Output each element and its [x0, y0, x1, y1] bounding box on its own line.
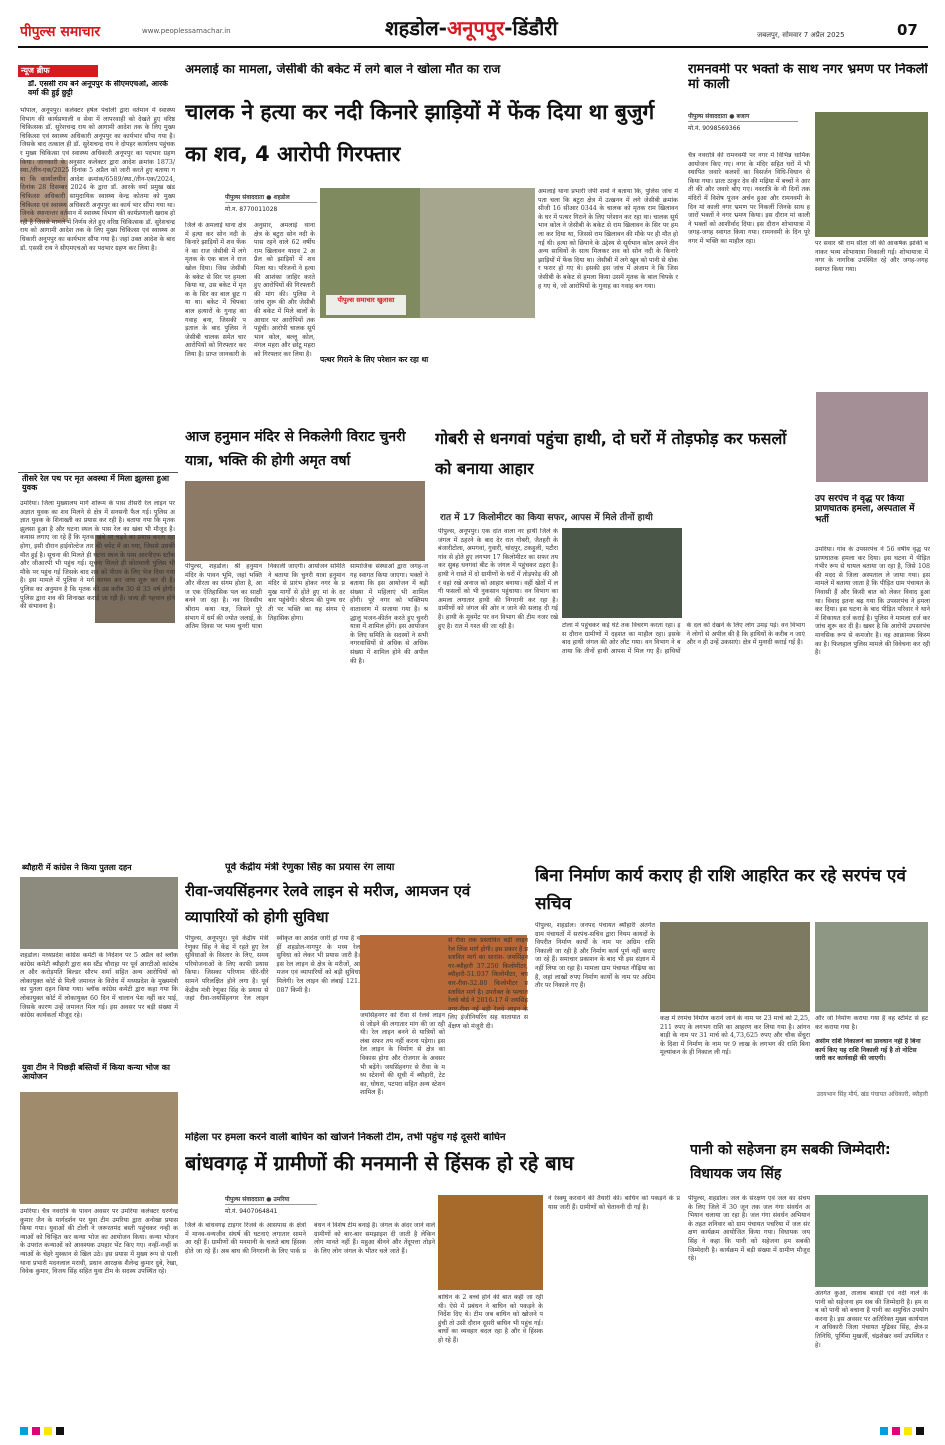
masthead-rule [18, 46, 928, 48]
sarpanch-attack-body: उमरिया। गांव के उपसरपंच ने 56 वर्षीय वृद्ध पर प्राणघातक हमला कर दिया। इस घटना में पीड़ित गंभीर रूप से घायल बताया जा रहा है, जिसे 108 की मदद से जिला अस्पताल ले जाया गया। इस मामले में बताया जाता है कि पीड़ित ग्राम पंचायत के निवासी हैं और किसी बात को लेकर विवाद हुआ था। विवाद इतना बढ़ गया कि उपसरपंच ने हमला कर दिया। इस घटना के बाद पीड़ित परिवार ने थाने में शिकायत दर्ज कराई है। पुलिस ने मामला दर्ज कर जांच शुरू कर दी है। खबर है कि आरोपी उपसरपंच मानसिक रूप से कमजोर है। वह आक्रामक किस्म का है। फिलहाल पुलिस मामले की विवेचना कर रही है। [815, 546, 930, 657]
lead-body-2: अमलाई थाना प्रभारी जेपी शर्मा ने बताया कि, पुलिस जांच में पता चला कि बटुरा क्षेत्र में उत्खनन में लगे जेसीबी क्रमांक सीजी 16 सीआर 0344 के चालक को मृतक राम खिलावन के घर में पत्थर गिराने के लिए परेशान कर रहा था। चालक सूर्यभान कोल ने जेसीबी के बकेट से राम खिलावन के सिर पर हमला कर दिया था, जिससे राम खिलावन की मौके पर ही मौत हो गई थी। हत्या को छिपाने के उद्देश्य से सूर्यभान कोल अपने तीन अन्य साथियों के साथ मिलकर शव को सोन नदी के किनारे झाड़ियों में फेंक दिया था। जेसीबी में लगे खून को पानी से धोकर फरार हो गए थे। इसकी इस जांच में अंजाम ने कि जिस जेसीबी के बकेट से हमला किया उसमें मृतक के बाल चिपके रह गए थे, जो आरोपियों के गुनाह का गवाह बन गया। [538, 188, 678, 290]
left3-photo [20, 877, 178, 949]
rail-kicker: पूर्व केंद्रीय मंत्री रेणुका सिंह का प्रयास रंग लाया [225, 862, 395, 873]
dateline: जबलपुर, सोमवार 7 अप्रैल 2025 [757, 31, 845, 39]
rail-body-2: जयसिंहनगर को रीवा से रेलवे लाइन से जोड़ने की लगातार मांग की जा रही थी। रेल लाइन बनने से यात्रियों को लंबा सफर तय नहीं करना पड़ेगा। इस रेल लाइन के निर्माण से क्षेत्र का विकास होगा और रोजगार के अवसर भी बढ़ेंगे। जयसिंहनगर से रीवा के मध्य स्टेशनों की सूची में ब्यौहारी, टेटका, घोघरा, पटपरा सहित अन्य स्टेशन शामिल हैं। [360, 1012, 445, 1097]
lead-photo-body [420, 188, 535, 318]
elephant-subhead: रात में 17 किलोमीटर का किया सफर, आपस में मिले तीनों हाथी [440, 513, 653, 523]
news-brief-tag: न्यूज ब्रीफ [18, 65, 98, 77]
masthead-url: www.peoplessamachar.in [142, 27, 231, 35]
masthead [0, 0, 945, 58]
fund-photo [660, 922, 810, 1012]
ramnavami-byline: पीपुल्स संवाददाता ● बजाग [688, 112, 798, 122]
left3-headline: ब्यौहारी में कांग्रेस ने किया पुतला दहन [22, 863, 132, 872]
elephant-body-2: टोला में पहुंचकर कई घंटे तक विचरण करता रहा। इस दौरान ग्रामीणों में दहशत का माहौल रहा। इसके बाद हाथी जंगल की ओर लौट गया। वन विभाग ने बताया कि तीनों हाथी आपस में मिल गए हैं। हाथियों के दल को देखने के लिए लोग उमड़ पड़े। वन विभाग ने लोगों से अपील की है कि हाथियों के करीब न जाएं और न ही उन्हें उकसाएं। क्षेत्र में मुनादी कराई गई है। [562, 622, 805, 655]
fund-quote-name: उदयभान सिंह मौर्य, खंड पंचायत अधिकारी, ब्यौहारी [816, 1091, 928, 1098]
elephant-photo [562, 528, 682, 618]
elephant-body: पीपुल्स, अनूपपुर। एक दांत वाला नर हाथी जिले के जंगल में ठहरने के बाद देर रात गोबरी, जैतहरी के बंजारीटोला, अमगवां, गुवारी, चांदपुर, टकहुली, पटौरा गांव से होते हुए लगभग 17 किलोमीटर का सफर तय कर सुबह धनगवां बीट के जंगल में पहुंचकर ठहरा है। हाथी ने रास्ते में दो ग्रामीणों के घरों में तोड़फोड़ की और वहां रखे अनाज को आहार बनाया। वहीं खेतों में लगी फसलों को भी नुकसान पहुंचाया। वन विभाग का अमला लगातार हाथी की निगरानी कर रहा है। ग्रामीणों को जंगल की ओर न जाने की सलाह दी गई है। हाथी के मूवमेंट पर वन विभाग की टीम नजर रखे हुए है। रात में गश्त की जा रही है। [438, 528, 558, 630]
ramnavami-photo [815, 112, 928, 237]
tiger-headline: बांधवगढ़ में ग्रामीणों की मनमानी से हिंसक हो रहे बाघ [185, 1152, 574, 1175]
hanuman-body-2: सामाजिक संस्थाओं द्वारा जगह-जगह स्वागत किया जाएगा। भक्तों ने बताया कि इस आयोजन में बड़ी संख्या में महिलाएं भी शामिल होंगी। पूरे नगर को भक्तिमय वातावरण में सजाया गया है। श्रद्धालु भजन-कीर्तन करते हुए चुनरी यात्रा में शामिल होंगे। इस आयोजन के लिए समिति के सदस्यों ने सभी नगरवासियों से अधिक से अधिक संख्या में शामिल होने की अपील की है। [350, 563, 428, 665]
color-swatch [892, 1427, 900, 1435]
left4-headline: युवा टीम ने पिछड़ी बस्तियों में किया कन्या भोज का आयोजन [22, 1063, 170, 1082]
color-swatch [904, 1427, 912, 1435]
tiger-mobile: मो.नं. 9407064841 [225, 1208, 278, 1215]
rail-body: पीपुल्स, अनूपपुर। पूर्व केंद्रीय मंत्री रेणुका सिंह ने केंद्र में रहते हुए रेल सुविधाओं के विस्तार के लिए, समय परियोजनाओं के लिए काफी प्रयास किया। जिसका परिणाम धीरे-धीरे सामने परिलक्षित होने लगा है। पूर्व केंद्रीय मंत्री रेणुका सिंह के प्रयास से जहां रीवा-जयसिंहनगर रेल लाइन स्वीकृत का आदेश जारी हो गया है वहीं शहडोल-नागपुर के मध्य रेल सुविधा को लेकर भी प्रयास जारी है। इस रेल लाइन से क्षेत्र के मरीजों, आमजन एवं व्यापारियों को बड़ी सुविधा मिलेगी। रेल लाइन की लंबाई 121.087 किमी है। [185, 935, 360, 1003]
ramnavami-photo-2 [816, 392, 928, 482]
tiger-photo [438, 1195, 543, 1290]
hanuman-photo [185, 481, 425, 561]
left4-photo [20, 1092, 178, 1204]
color-swatch [56, 1427, 64, 1435]
tiger-body-3: ने रेस्क्यू करवाने की तैयारी की। बाघिन को पकड़ने के प्रयास जारी हैं। ग्रामीणों को चेतावनी दी गई है। [548, 1195, 680, 1211]
masthead-logo: पीपुल्स समाचार [20, 24, 101, 40]
lead-mobile: मो.न. 8770011028 [225, 206, 278, 213]
tiger-byline: पीपुल्स संवाददाता ● उमरिया [225, 1195, 317, 1205]
fund-body: पीपुल्स, शहडोल। जनपद पंचायत ब्यौहारी अंतर्गत ग्राम पंचायतों में सरपंच-सचिव द्वारा नियम कायदों के विपरीत निर्माण कार्यों के नाम पर अग्रिम राशि निकाली जा रही है और निर्माण कार्य पूर्ण नहीं कराए जा रहे हैं। समाचार प्रकाशन के बाद भी इस संज्ञान में नहीं लिया जा रहा है। मामला ग्राम पंचायत नौढ़िया का है, जहां लाखों रुपए निर्माण कार्यों के नाम पर अग्रिम तौर पर निकाले गए हैं। [535, 922, 655, 990]
color-swatch [44, 1427, 52, 1435]
divider [18, 472, 178, 473]
fund-headline: बिना निर्माण कार्य कराए ही राशि आहरित कर रहे सरपंच एवं सचिव [535, 866, 906, 914]
water-headline: पानी को सहेजना हम सबकी जिम्मेदारी: विधायक जय सिंह [690, 1142, 891, 1182]
sarpanch-attack-headline: उप सरपंच ने वृद्ध पर किया प्राणघातक हमला, अस्पताल में भर्ती [815, 494, 915, 525]
tiger-body-2: बाघिन के 2 बच्चे होने की बात कही जा रही थी। ऐसे में प्रबंधन ने बाघिन को पकड़ने के निर्देश दिए थे। टीम जब बाघिन को खोजने पहुंची तो उसी दौरान दूसरी बाघिन भी पहुंच गई। बाघों का व्यवहार बदल रहा है और वे हिंसक हो रहे हैं। [438, 1294, 543, 1344]
section-title-part-b: अनूपपुर [446, 17, 505, 40]
water-body: पीपुल्स, शहडोल। जल के संरक्षण एवं जल का संचय के लिए जिले में 30 जून तक जल गंगा संवर्धन अभियान चलाया जा रहा है। जल गंगा संवर्धन अभियान के तहत शनिवार को ग्राम पंचायत पचरिया में जल संरक्षण कार्यक्रम आयोजित किया गया। विधायक जय सिंह ने कहा कि पानी को सहेजना हम सबकी जिम्मेदारी है। कार्यक्रम में बड़ी संख्या में ग्रामीण मौजूद रहे। [688, 1195, 810, 1263]
lead-headline: चालक ने हत्या कर नदी किनारे झाड़ियों में फेंक दिया था बुजुर्ग का शव, 4 आरोपी गिरफ्तार [185, 100, 655, 166]
section-title [385, 17, 715, 43]
section-title-part-c: -डिंडौरी [504, 17, 558, 40]
left4-body: उमरिया। चैत्र नवरात्रि के पावन अवसर पर उमरिया कलेक्टर धरणेन्द्र कुमार जैन के मार्गदर्शन पर युवा टीम उमरिया द्वारा अनोखा प्रयास किया गया। युवाओं की टोली ने जरूरतमंद बस्ती पहुंचकर नन्ही कन्याओं को चिन्हित कर कन्या भोज का आयोजन किया। कन्या भोजन के उपरांत कन्याओं को आवश्यक उपहार भेंट किए गए। नन्हीं-नन्हीं कन्याओं के चेहरे मुस्कान से खिल उठे। इस प्रयास में मुख्य रूप से पाली थाना प्रभारी मदनलाल मरावी, प्रधान आरक्षक शैलेन्द्र कुमार दुबे, रेखा, विवेक कुमार, विजय सिंह सहित युवा टीम के सदस्य उपस्थित रहे। [20, 1208, 178, 1276]
lead-kicker: अमलाई का मामला, जेसीबी की बकेट में लगे बाल ने खोला मौत का राज [185, 63, 501, 76]
left3-body: शहडोल। मध्यप्रदेश कांग्रेस कमेटी के निर्देशन पर 5 अप्रैल को ब्लॉक कांग्रेस कमेटी ब्यौहारी द्वारा बस स्टैंड चौराहा पर पूर्व आरटीओ कांस्टेबल और करोड़पति बिल्डर सौरभ शर्मा सहित अन्य आरोपियों को लोकायुक्त कोर्ट से मिली जमानत के विरोध में मध्यप्रदेश के मुख्यमंत्री का पुतला दहन किया गया। ब्लॉक कांग्रेस कमेटी द्वारा कहा गया कि लोकायुक्त कोर्ट में लोकायुक्त 60 दिन में चालान पेश नहीं कर पाई, जिसके कारण उन्हें जमानत मिल गई। इस अवसर पर बड़ी संख्या में कांग्रेस कार्यकर्ता मौजूद रहे। [20, 952, 178, 1020]
ramnavami-body-2: पर सवार श्री राम सीता जी की आकर्षक झांकी बनाकर भव्य शोभायात्रा निकाली गई। शोभायात्रा में नगर के नागरिक उपस्थित रहे और जगह-जगह स्वागत किया गया। [815, 240, 928, 273]
brief-headline: डॉ. एससी राय बने अनूपपुर के सीएमएचओ, आरके वर्मा की हुई छुट्टी [28, 80, 168, 97]
rail-headline: रीवा-जयसिंहनगर रेलवे लाइन से मरीज, आमजन एवं व्यापारियों को होगी सुविधा [185, 882, 471, 926]
color-swatch [916, 1427, 924, 1435]
lead-body: जिले के अमलाई थाना क्षेत्र में हत्या कर सोन नदी के किनारे झाड़ियों में शव फेंकने का राज जेसीबी में लगे मृतक के एक बाल ने राज खोल दिया। जिस जेसीबी के बकेट से सिर पर हमला किया था, उस बकेट में मृतक के सिर का बाल छूट गया था। बकेट में चिपका बाल हत्यारों के गुनाह का गवाह बना, जिसकी पड़ताल के बाद पुलिस ने जेसीबी चालक समेत चार आरोपियों को गिरफ्तार कर लिया है। प्राप्त जानकारी के अनुसार, अमलाई थाना क्षेत्र के बटुरा सोन नदी के पास रहने वाले 62 वर्षीय राम खिलावन यादव 2 अप्रैल को झाड़ियों में शव मिला था। परिजनों ने हत्या की आशंका जाहिर करते हुए आरोपियों की गिरफ्तारी की मांग की। पुलिस ने जांच शुरू की और जेसीबी की बकेट में मिले बालों के आधार पर आरोपियों तक पहुंची। आरोपी चालक सूर्यभान कोल, बल्लू कोल, मंगल महरा और छोटू महरा को गिरफ्तार कर लिया है। [185, 222, 315, 358]
fund-body-3: और जो निर्माण कराया गया है वह स्टीमेट से हट कर कराया गया है। [815, 1015, 928, 1031]
rail-body-3: से रीवा तक प्रस्तावित बड़ी लाइन रेल लिंक मार्ग होगी। इस प्रकार है प्रस्तावित मार्ग का सारांश- जयसिंहनगर-ब्यौहारी 37.250 किलोमीटर, ब्यौहारी-51.037 किलोमीटर, बघवार-रीवा-32.80 किलोमीटर प्रस्तावित मार्ग है। उपरोक्त के पश्चात रेलवे बोर्ड ने 2016-17 में जयसिंहनगर-रीवा नई बड़ी रेलवे लाइन के लिए इंजीनियरिंग सह यातायात सर्वेक्षण को मंजूरी दी। [448, 937, 528, 1030]
lead-byline: पीपुल्स संवाददाता ● शहडोल [225, 193, 317, 203]
ramnavami-headline: रामनवमी पर भक्तों के साथ नगर भ्रमण पर निकलीं मां काली [688, 63, 928, 92]
left2-headline: तीसरे रेल पथ पर मृत अवस्था में मिला झुलसा हुआ युवक [22, 474, 170, 493]
brief-body: भोपाल, अनूपपुर। कलेक्टर हर्षल पंचोली द्वारा वर्तमान में स्वास्थ्य विभाग की कार्यप्रणाली व सेवा में लापरवाही को देखते हुए वरिष्ठ चिकित्सक डॉ. सुरेशचन्द्र राय को आगामी आदेश तक के लिए मुख्य चिकित्सा एवं स्वास्थ्य अधिकारी अनूपपुर का कार्यभार सौंपा गया है। जिसके बाद तत्काल ही डॉ. सुरेशचन्द्र राय ने दोपहर कार्यालय पहुंचकर मुख्य चिकित्सा एवं स्वास्थ्य अधिकारी अनूपपुर का पदभार ग्रहण किया। जानकारी के अनुसार कलेक्टर द्वारा आदेश क्रमांक 1873/स्था./तीन-एक/2025 दिनांक 5 अप्रैल को जारी करते हुए बताया गया कि कार्यालयीन आदेश क्रमांक/6589/स्था./तीन-एक/2024, दिनांक 28 दिसम्बर 2024 के द्वारा डॉ. आरके वर्मा प्रमुख खंड चिकित्सा अधिकारी सामुदायिक स्वास्थ्य केन्द्र कोतमा को मुख्य चिकित्सा एवं स्वास्थ्य अधिकारी अनूपपुर का कार्य भार सौंपा गया था। जिनके स्थानान्तर वर्तमान में स्वास्थ्य विभाग की कार्यप्रणाली खराब हो रही है जिससे मामले में निर्णय लेते हुए वरिष्ठ चिकित्सक डॉ. सुरेशचन्द्र राय को आगामी आदेश तक के लिए मुख्य चिकित्सा एवं स्वास्थ्य अधिकारी अनूपपुर का कार्यभार सौंपा गया है। जहां उक्त आदेश के बाद डॉ. एससी राय ने सीएमएचओ का पदभार ग्रहण कर लिया है। [20, 107, 175, 252]
ramnavami-mobile: मो.नं. 9098569366 [688, 125, 741, 132]
hanuman-body: पीपुल्स, शहडोल। श्री हनुमान मंदिर के पावन भूमि, जहां भक्ति और वीरता का संगम होता है, आज एक ऐतिहासिक पल का साक्षी बनने जा रहा है। नव दिवसीय श्रीराम कथा यज्ञ, जिसने पूरे संभाग में धर्म की ज्योत जलाई, के अंतिम दिवस पर भव्य चुनरी यात्रा निकाली जाएगी। आयोजन समिति ने बताया कि चुनरी यात्रा हनुमान मंदिर से प्रारंभ होकर नगर के प्रमुख मार्गों से होते हुए मां के दरबार पहुंचेगी। श्रीराम की पुण्य धरती पर भक्ति का यह संगम ऐतिहासिक होगा। [185, 563, 345, 631]
fund-body-2: कक्ष में रंगमंच निर्माण कराने जाने के नाम पर 23 मार्च को 2,25,211 रुपए के लगभग राशि का आहरण कर लिया गया है। आंगनबाड़ी के नाम पर 31 मार्च को 4,73,625 रुपए और चौक सेंचुरा के दिशा में निर्माण के नाम पर 9 लाख के लगभग की राशि बिना मूल्यांकन के ही निकाल ली गई। [660, 1015, 810, 1057]
color-swatch [20, 1427, 28, 1435]
lead-subhead: पत्थर गिराने के लिए परेशान कर रहा था [320, 355, 429, 364]
water-photo [815, 1195, 928, 1287]
tiger-kicker: महिला पर हमला करने वाली बाघिन को खोजने निकली टीम, तभी पहुंच गई दूसरी बाघिन [185, 1132, 506, 1143]
fund-photo-2 [815, 922, 928, 1012]
print-color-bar [0, 1425, 945, 1437]
left2-body: उमरिया। जिला मुख्यालय मार्ग शोरूम के पास तीसरी रेल लाइन पर अज्ञात युवक का शव मिलने से क्षेत्र में सनसनी फैल गई। पुलिस अज्ञात युवक के शिनाख्ती का प्रयास कर रही है। बताया गया कि मृतक झुलसा हुआ है और घटना स्थल के पास रेल का खंबा भी मौजूद है। कयास लगाए जा रहे हैं कि मृतक खंबे पर चढ़ने का प्रयास करता रहा होगा, इसी दौरान हाईवोल्टेज तार की चपेट में आ गया, जिससे उसकी मौत हुई है। सूचना की मिलते ही घटना स्थल के पास आरपीएफ स्टॉफ और जीआरपी भी पहुंच गई। सूचना मिलते ही कोतवाली पुलिस भी मौके पर पहुंच गई जिसके बाद शव को पीएम के लिए भेज दिया गया है। इस मामले में पुलिस ने मर्ग कायम कर जांच शुरू कर दी है। पुलिस का अनुमान है कि मृतक की उम्र करीब 30 से 35 वर्ष होगी। पुलिस द्वारा शव की शिनाख्त कराई जा रही है। जल्द ही पहचान होने की संभावना है। [20, 500, 175, 611]
fund-quote: असीम राशि निकालने का प्रावधान नहीं है बिना कार्य किए यह राशि निकाली गई है तो नोटिस जारी कर कार्यवाही की जाएगी। [815, 1038, 921, 1062]
ramnavami-body: चैत्र नवरात्रि की रामनवमी पर नगर में विभिन्न धार्मिक आयोजन किए गए। नगर के मंदिर सहित घरों में भी स्थापित जवारे कलशों का विसर्जन विधि-विधान से किया गया। प्रातः ठाकुर देव की मढ़िया में बच्चों ने आरती की और जवारे बोए गए। नवरात्रि के नौ दिनों तक मंदिरों में विशेष पूजन अर्चन हुआ और रामनवमी के दिन मां काली नगर भ्रमण पर निकलीं जिनके साथ हजारों भक्तों ने नगर भ्रमण किया। इस दौरान मां काली ने भक्तों को आशीर्वाद दिया। इस दौरान शोभायात्रा में जगह-जगह स्वागत किया गया। रामनवमी के दिन पूरे नगर में भक्ति का माहौल रहा। [688, 152, 810, 245]
color-swatch [32, 1427, 40, 1435]
page-number: 07 [897, 22, 918, 39]
lead-watermark: पीपुल्स समाचार खुलासा [326, 295, 406, 315]
elephant-headline: गोबरी से धनगवां पहुंचा हाथी, दो घरों में तोड़फोड़ कर फसलों को बनाया आहार [435, 429, 787, 478]
tiger-body: जिले के बांधवगढ़ टाइगर रिजर्व के आसपास के क्षेत्रों में मानव-वन्यजीव संघर्ष की घटनाएं लगातार सामने आ रही हैं। ग्रामीणों की मनमानी के चलते बाघ हिंसक होते जा रहे हैं। अब बाघ की निगरानी के लिए पार्क प्रबंधन ने विशेष टीम बनाई है। जंगल के अंदर जाने वाले ग्रामीणों को बार-बार समझाइश दी जाती है लेकिन लोग मानते नहीं हैं। महुआ बीनने और तेंदूपत्ता तोड़ने के लिए लोग जंगल के भीतर चले जाते हैं। [185, 1222, 435, 1255]
water-body-2: अंतर्गत कुआं, तालाब बावड़ी एवं नदी नाले के पानी को सहेजना हम सब की जिम्मेदारी है। हम सब को पानी को बचाना है पानी का समुचित उपयोग करना है। इस अवसर पर अतिरिक्त मुख्य कार्यपालन अधिकारी जिला पंचायत मुद्रिका सिंह, क्षेत्र-प्रतिनिधि, पूर्णिमा मुखर्जी, चंद्रशेखर वर्मा उपस्थित रहे। [815, 1290, 928, 1349]
section-title-part-a: शहडोल- [385, 17, 447, 40]
hanuman-headline: आज हनुमान मंदिर से निकलेगी विराट चुनरी यात्रा, भक्ति की होगी अमृत वर्षा [185, 429, 406, 469]
color-swatch [880, 1427, 888, 1435]
